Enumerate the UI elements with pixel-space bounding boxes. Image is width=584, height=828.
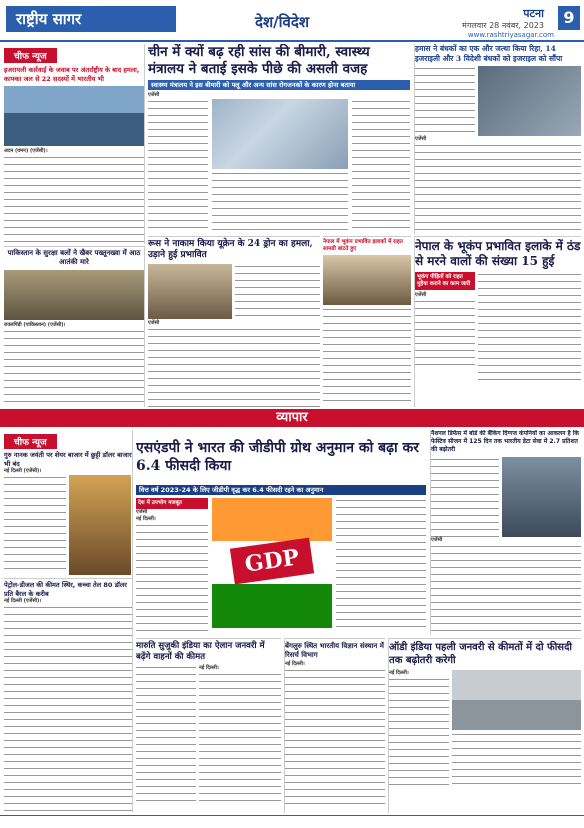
story-hostages <box>414 44 581 234</box>
story-body <box>431 457 499 537</box>
ship-photo <box>4 86 144 146</box>
lead-credit: एजेंसी <box>148 92 160 98</box>
story-body-2 <box>415 143 581 234</box>
story-nepal <box>414 236 581 407</box>
story-dateline: नई दिल्ली। <box>199 665 219 671</box>
callout-box: भूकंप पीड़ितों को राहत मुहैया कराने का काम जारी <box>415 272 475 290</box>
story-nepal-photo <box>323 236 411 407</box>
gdp-credit: एजेंसी <box>136 508 148 515</box>
story-dateline: नई दिल्ली। <box>285 661 305 667</box>
story-dateline: नई दिल्ली। <box>389 670 409 676</box>
banner-label: व्यापार <box>276 410 308 425</box>
gdp-graphic <box>212 498 332 628</box>
story-dateline: नई दिल्ली (एजेंसी)। <box>4 468 42 474</box>
story-pakistan <box>4 246 145 407</box>
story-credit: एजेंसी <box>431 537 443 543</box>
story-body <box>235 264 320 319</box>
gdp-dateline: नई दिल्ली। <box>136 515 156 522</box>
page-number: 9 <box>558 6 580 30</box>
section-title: देश/विदेश <box>255 13 310 31</box>
masthead <box>0 0 584 42</box>
story-headline: इजरायली कार्रवाई के जवाब पर अंतर्राष्ट्रीय के बाद हमला, काफ्का जल से 22 सदस्यों में भारतीय भी <box>4 66 140 83</box>
page-footer-rule <box>0 815 584 828</box>
story-body <box>285 668 385 808</box>
story-festive-data <box>430 430 581 635</box>
story-body <box>4 329 144 407</box>
story-headline: पाकिस्तान के सुरक्षा बलों ने खैबर पख्तूनख्वा में आठ आतंकी मारे <box>7 249 141 266</box>
story-credit: एजेंसी <box>148 320 160 326</box>
story-maruti <box>136 638 281 813</box>
story-headline: मारुति सुजुकी इंडिया का ऐलान जनवरी में बढ़ेंगे वाहनों की कीमत <box>136 641 265 662</box>
gdp-body-1 <box>136 523 208 633</box>
story-body-2 <box>431 544 581 635</box>
audi-car-photo <box>452 670 581 730</box>
story-body <box>4 475 66 575</box>
gdp-graphic-label: GDP <box>230 537 314 584</box>
story-headline: ऑडी इंडिया पहली जनवरी से कीमतों में दो फीसदी तक बढ़ोतरी करेगी <box>389 642 572 666</box>
story-russia-drones <box>148 236 320 407</box>
hostage-photo <box>478 66 581 136</box>
lead-body-col2 <box>212 171 348 234</box>
drone-photo <box>148 264 232 319</box>
edition-city: पटना <box>523 7 544 20</box>
story-body <box>4 155 144 244</box>
story-headline: बेंगलुरु स्थित भारतीय विज्ञान संस्थान में रिसर्च विभाग <box>285 641 384 659</box>
story-gdp <box>136 430 426 635</box>
story-audi <box>388 638 581 813</box>
business-left-column <box>4 430 133 812</box>
story-headline: रूस ने नाकाम किया यूक्रेन के 24 ड्रोन का हमला, उड़ाने हुई प्रभावित <box>148 239 313 260</box>
nepal-photo <box>323 255 411 305</box>
story-credit: एजेंसी <box>415 136 427 142</box>
hospital-photo <box>212 99 348 169</box>
lead-story-china <box>148 44 410 234</box>
photo-caption: नेपाल में भूकंप प्रभावित इलाकों में राहत सामग्री बांटते हुए <box>323 239 403 252</box>
gdp-body-2 <box>336 498 426 628</box>
soldiers-photo <box>4 270 144 320</box>
story-headline: गुरु नानक जयंती पर शेयर बाजार में छुट्टी डॉलर बाजार भी बंद <box>4 451 132 468</box>
story-headline: नैशनल डिफेंस में बोर्ड की बैंकिंग दिग्गज कंपनियों का आकलन है कि फेस्टिव सीजन में 125 दिन तक भारतीय डेटा सेवा में 2.7 प्रतिशत की बढ़ोतरी <box>431 430 579 453</box>
fuel-body <box>4 605 132 812</box>
fuel-headline: पेट्रोल-डीजल की कीमत स्थिर, कच्चा तेल 80 डॉलर प्रति बैरल के करीब <box>4 578 132 598</box>
story-body-2 <box>199 672 281 805</box>
paper-logo: राष्ट्रीय सागर <box>6 6 176 32</box>
story-body <box>415 66 475 136</box>
story-body <box>323 307 411 407</box>
chief-news-tag: चीफ न्यूज <box>4 434 57 449</box>
story-body <box>415 299 475 369</box>
lead-subhead: स्वास्थ्य मंत्रालय ने इस बीमारी को फ्लू और अन्य सांस रोगजनकों के कारण होना बताया <box>148 80 410 90</box>
story-credit: एजेंसी <box>415 292 427 298</box>
bank-photo <box>69 475 131 575</box>
story-dateline: अदन (यमन) (एजेंसी)। <box>4 148 48 154</box>
website-url: www.rashtriyasagar.com <box>467 31 554 39</box>
lead-body-col1 <box>148 99 208 234</box>
gdp-callout-box: देश में उपभोग मजबूत <box>136 498 208 509</box>
lead-headline: चीन में क्यों बढ़ रही सांस की बीमारी, स्वास्थ्य मंत्रालय ने बताई इसके पीछे की असली वजह <box>148 44 370 77</box>
lead-body-col3 <box>352 99 410 234</box>
story-bengaluru <box>284 638 385 813</box>
story-body <box>389 677 449 787</box>
business-section-banner <box>0 409 584 427</box>
fuel-dateline: नई दिल्ली (एजेंसी)। <box>4 598 42 604</box>
story-body-2 <box>148 327 320 407</box>
gdp-subhead: वित्त वर्ष 2023-24 के लिए जीडीपी वृद्ध कर 6.4 फीसदी रहने का अनुमान <box>136 485 426 495</box>
gdp-headline: एसएंडपी ने भारत की जीडीपी ग्रोथ अनुमान को बढ़ा कर 6.4 फीसदी किया <box>136 440 419 475</box>
speaker-photo <box>502 457 581 537</box>
edition-date: मंगलवार 28 नवंबर, 2023 <box>462 21 544 30</box>
story-dateline: रावलपिंडी (पाकिस्तान) (एजेंसी)। <box>4 322 66 328</box>
story-body <box>136 665 196 805</box>
story-headline: हमास ने बंधकों का एक और जत्था किया रिहा, 14 इजराइली और 3 विदेशी बंधकों को इजराइल को सौंपा <box>415 44 563 63</box>
story-headline: नेपाल के भूकंप प्रभावित इलाके में ठंड से मरने वालों की संख्या 15 हुई <box>415 239 581 268</box>
story-body-2 <box>452 732 581 790</box>
chief-news-tag: चीफ न्यूज <box>4 48 57 63</box>
story-body-2 <box>478 272 581 382</box>
story-ship-attack <box>4 44 145 244</box>
